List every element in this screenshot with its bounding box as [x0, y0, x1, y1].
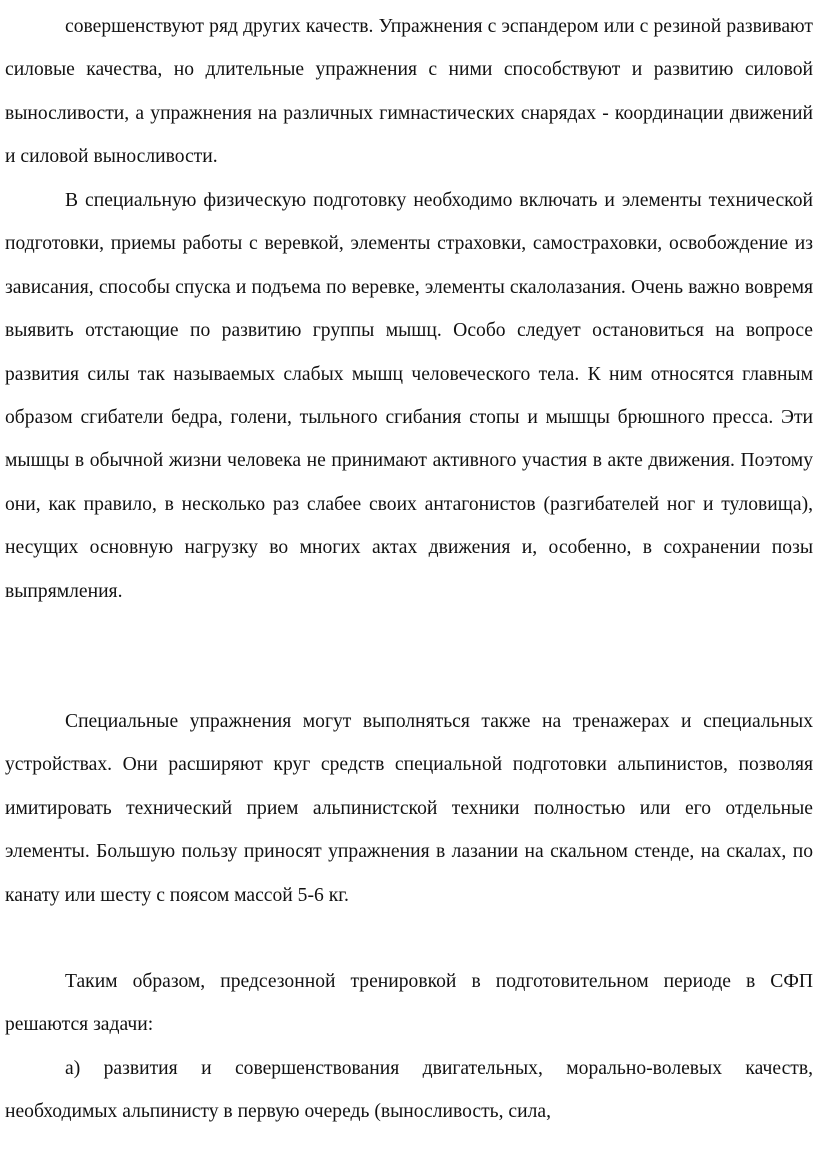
- paragraph-4: Таким образом, предсезонной тренировкой в подготовительном периоде в СФП решаются задачи:: [5, 971, 813, 1036]
- paragraph-3: Специальные упражнения могут выполняться также на тренажерах и специальных устройствах. Они расширяют круг средств специальной подготовки альпинистов, позволяя имитировать технический прием альпинистской техники полностью или его отдельные элементы. Большую пользу приносят упражнения в лазании на скальном стенде, на скалах, по канату или шесту с поясом массой 5-6 кг.: [5, 711, 813, 906]
- paragraph-1: совершенствуют ряд других качеств. Упражнения с эспандером или с резиной развивают силовые качества, но длительные упражнения с ними способствуют и развитию силовой выносливости, а упражнения на различных гимнастических снарядах - координации движений и силовой выносливости.: [5, 16, 813, 168]
- paragraph-5: а) развития и совершенствования двигательных, морально-волевых качеств, необходимых альпинисту в первую очередь (выносливость, сила,: [5, 1058, 813, 1123]
- paragraph-2: В специальную физическую подготовку необходимо включать и элементы технической подготовки, приемы работы с веревкой, элементы страховки, самостраховки, освобождение из зависания, способы спуска и подъема по веревке, элементы скалолазания. Очень важно вовремя выявить отстающие по развитию группы мышц. Особо следует остановиться на вопросе развития силы так называемых слабых мышц человеческого тела. К ним относятся главным образом сгибатели бедра, голени, тыльного сгибания стопы и мышцы брюшного пресса. Эти мышцы в обычной жизни человека не принимают активного участия в акте движения. Поэтому они, как правило, в несколько раз слабее своих антагонистов (разгибателей ног и туловища), несущих основную нагрузку во многих актах движения и, особенно, в сохранении позы выпрямления.: [5, 190, 813, 602]
